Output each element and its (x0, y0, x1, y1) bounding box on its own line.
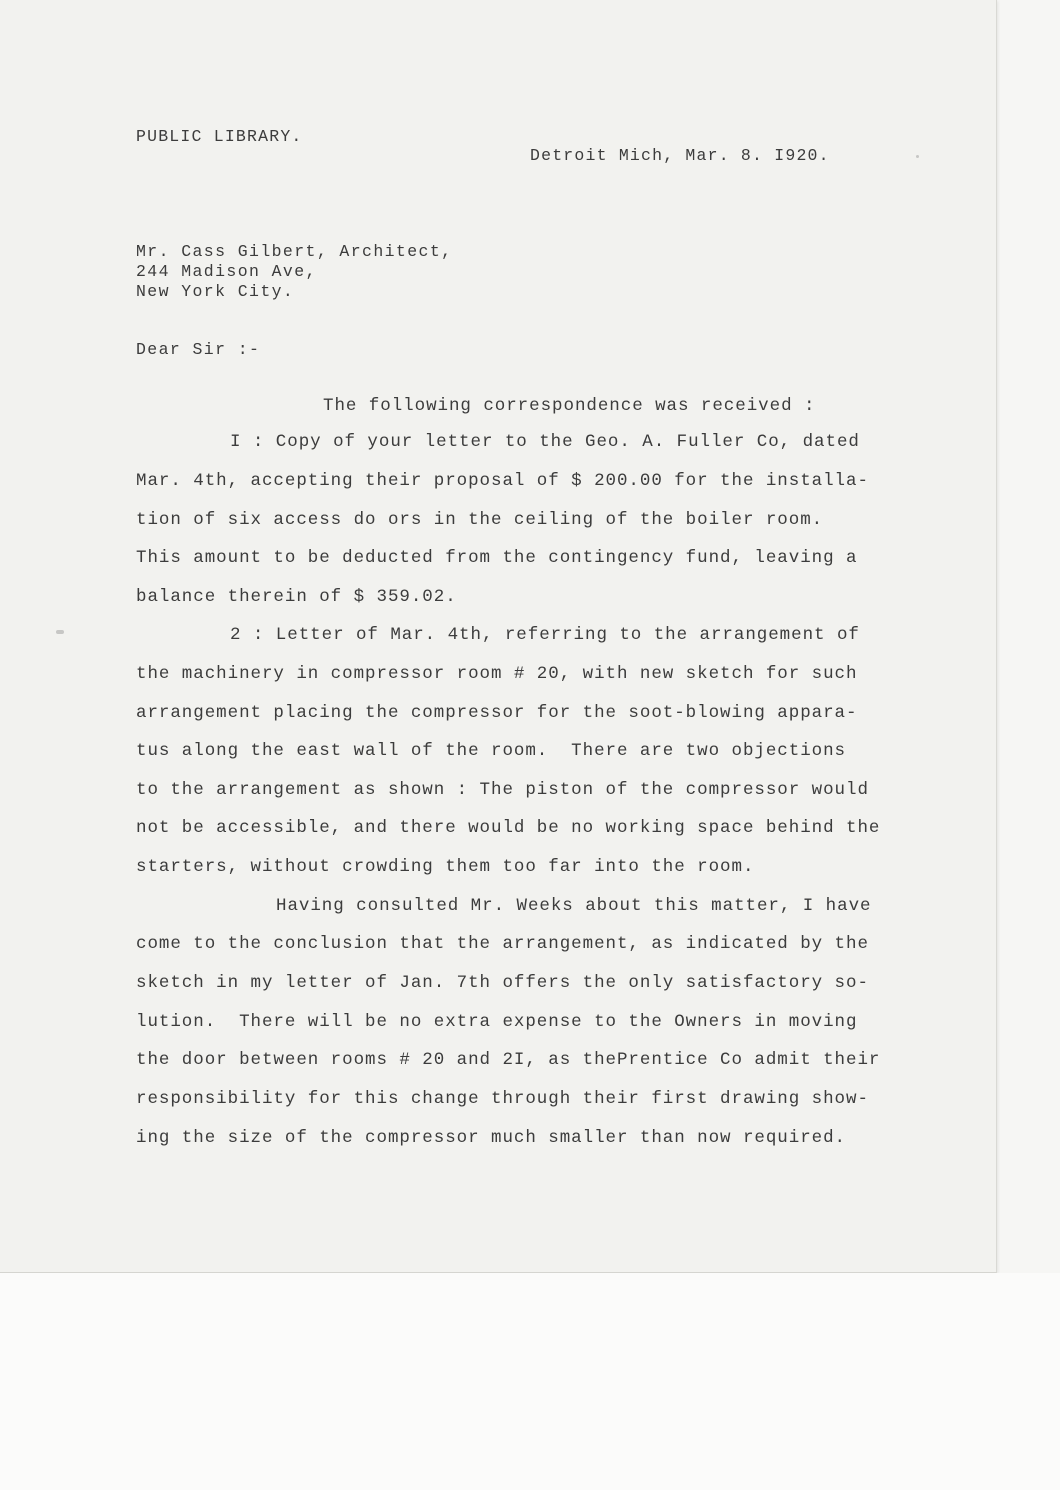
letterhead: PUBLIC LIBRARY. (136, 127, 303, 146)
body-line: the door between rooms # 20 and 2I, as thePrentice Co admit their (136, 1050, 881, 1070)
body-line: the machinery in compressor room # 20, with new sketch for such (136, 664, 858, 684)
address-line: 244 Madison Ave, (136, 262, 317, 281)
body-line: starters, without crowding them too far into the room. (136, 857, 755, 877)
body-line: to the arrangement as shown : The piston of the compressor would (136, 780, 869, 800)
body-line: 2 : Letter of Mar. 4th, referring to the arrangement of (230, 625, 860, 645)
body-line: Mar. 4th, accepting their proposal of $ 200.00 for the installa- (136, 471, 869, 491)
salutation: Dear Sir :- (136, 340, 261, 359)
address-line: Mr. Cass Gilbert, Architect, (136, 242, 453, 261)
address-line: New York City. (136, 282, 295, 301)
dateline: Detroit Mich, Mar. 8. I920. (530, 146, 830, 165)
body-line: ing the size of the compressor much smaller than now required. (136, 1128, 847, 1148)
body-line: tion of six access do ors in the ceiling of the boiler room. (136, 510, 824, 530)
body-line: tus along the east wall of the room. There are two objections (136, 741, 847, 761)
body-line: lution. There will be no extra expense to the Owners in moving (136, 1012, 858, 1032)
body-line: not be accessible, and there would be no working space behind the (136, 818, 881, 838)
body-line: responsibility for this change through their first drawing show- (136, 1089, 869, 1109)
body-line: arrangement placing the compressor for the soot-blowing appara- (136, 703, 858, 723)
body-line: I : Copy of your letter to the Geo. A. Fuller Co, dated (230, 432, 860, 452)
body-line: come to the conclusion that the arrangement, as indicated by the (136, 934, 869, 954)
scan-background (0, 1273, 1060, 1490)
body-line: balance therein of $ 359.02. (136, 587, 457, 607)
paper-mark (56, 630, 64, 634)
paper-mark (916, 155, 919, 158)
body-line: sketch in my letter of Jan. 7th offers the only satisfactory so- (136, 973, 869, 993)
body-line: Having consulted Mr. Weeks about this matter, I have (276, 896, 872, 916)
body-line: The following correspondence was received : (323, 396, 816, 416)
body-line: This amount to be deducted from the contingency fund, leaving a (136, 548, 858, 568)
